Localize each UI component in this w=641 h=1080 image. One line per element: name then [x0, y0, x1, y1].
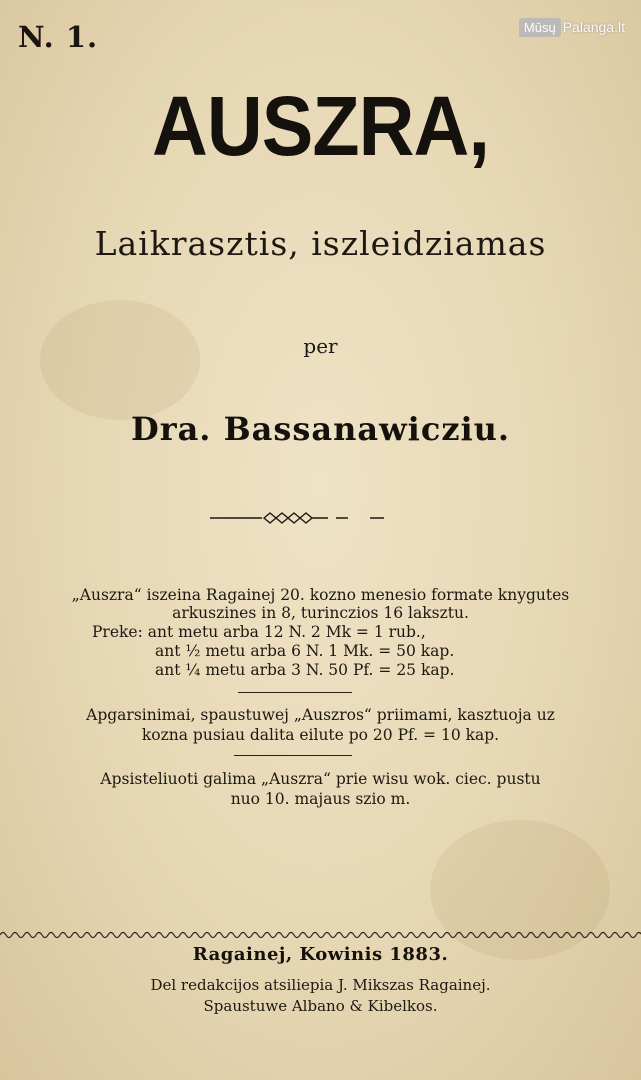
issue-number: N. 1.: [18, 20, 99, 54]
wavy-border-icon: [0, 926, 641, 944]
paper-stain: [40, 300, 200, 420]
price-line-2: ant ½ metu arba 6 N. 1 Mk. = 50 kap.: [155, 642, 455, 660]
watermark-logo: [519, 14, 625, 40]
ads-line-2: kozna pusiau dalita eilute po 20 Pf. = 10 kap.: [141, 726, 500, 744]
section-rule: [234, 755, 352, 756]
subscription-line-1: Apsisteliuoti galima „Auszra“ prie wisu wok. ciec. pustu: [100, 770, 541, 788]
section-rule: [238, 692, 352, 693]
info-line-1: „Auszra“ iszeina Ragainej 20. kozno menesio formate knygutes: [71, 586, 570, 604]
ornament-divider-icon: [210, 510, 390, 526]
watermark-part-1: Mūsų: [519, 18, 561, 37]
editor-name: Dra. Bassanawicziu.: [130, 410, 511, 448]
subscription-line-2: nuo 10. majaus szio m.: [230, 790, 411, 808]
info-line-2: arkuszines in 8, turinczios 16 laksztu.: [172, 604, 469, 622]
price-line-3: ant ¼ metu arba 3 N. 50 Pf. = 25 kap.: [155, 661, 455, 679]
per-word: per: [303, 334, 338, 358]
imprint-place-date: Ragainej, Kowinis 1883.: [192, 944, 449, 965]
watermark-part-2: Palanga.lt: [562, 19, 625, 35]
masthead-subtitle: Laikrasztis, iszleidziamas: [94, 224, 547, 263]
imprint-printer: Spaustuwe Albano & Kibelkos.: [203, 997, 438, 1015]
ads-line-1: Apgarsinimai, spaustuwej „Auszros“ priimami, kasztuoja uz: [86, 706, 555, 724]
imprint-editor: Del redakcijos atsiliepia J. Mikszas Ragainej.: [150, 976, 491, 994]
masthead-title: AUSZRA,: [151, 79, 490, 173]
price-line-1: Preke: ant metu arba 12 N. 2 Mk = 1 rub.,: [92, 623, 426, 641]
